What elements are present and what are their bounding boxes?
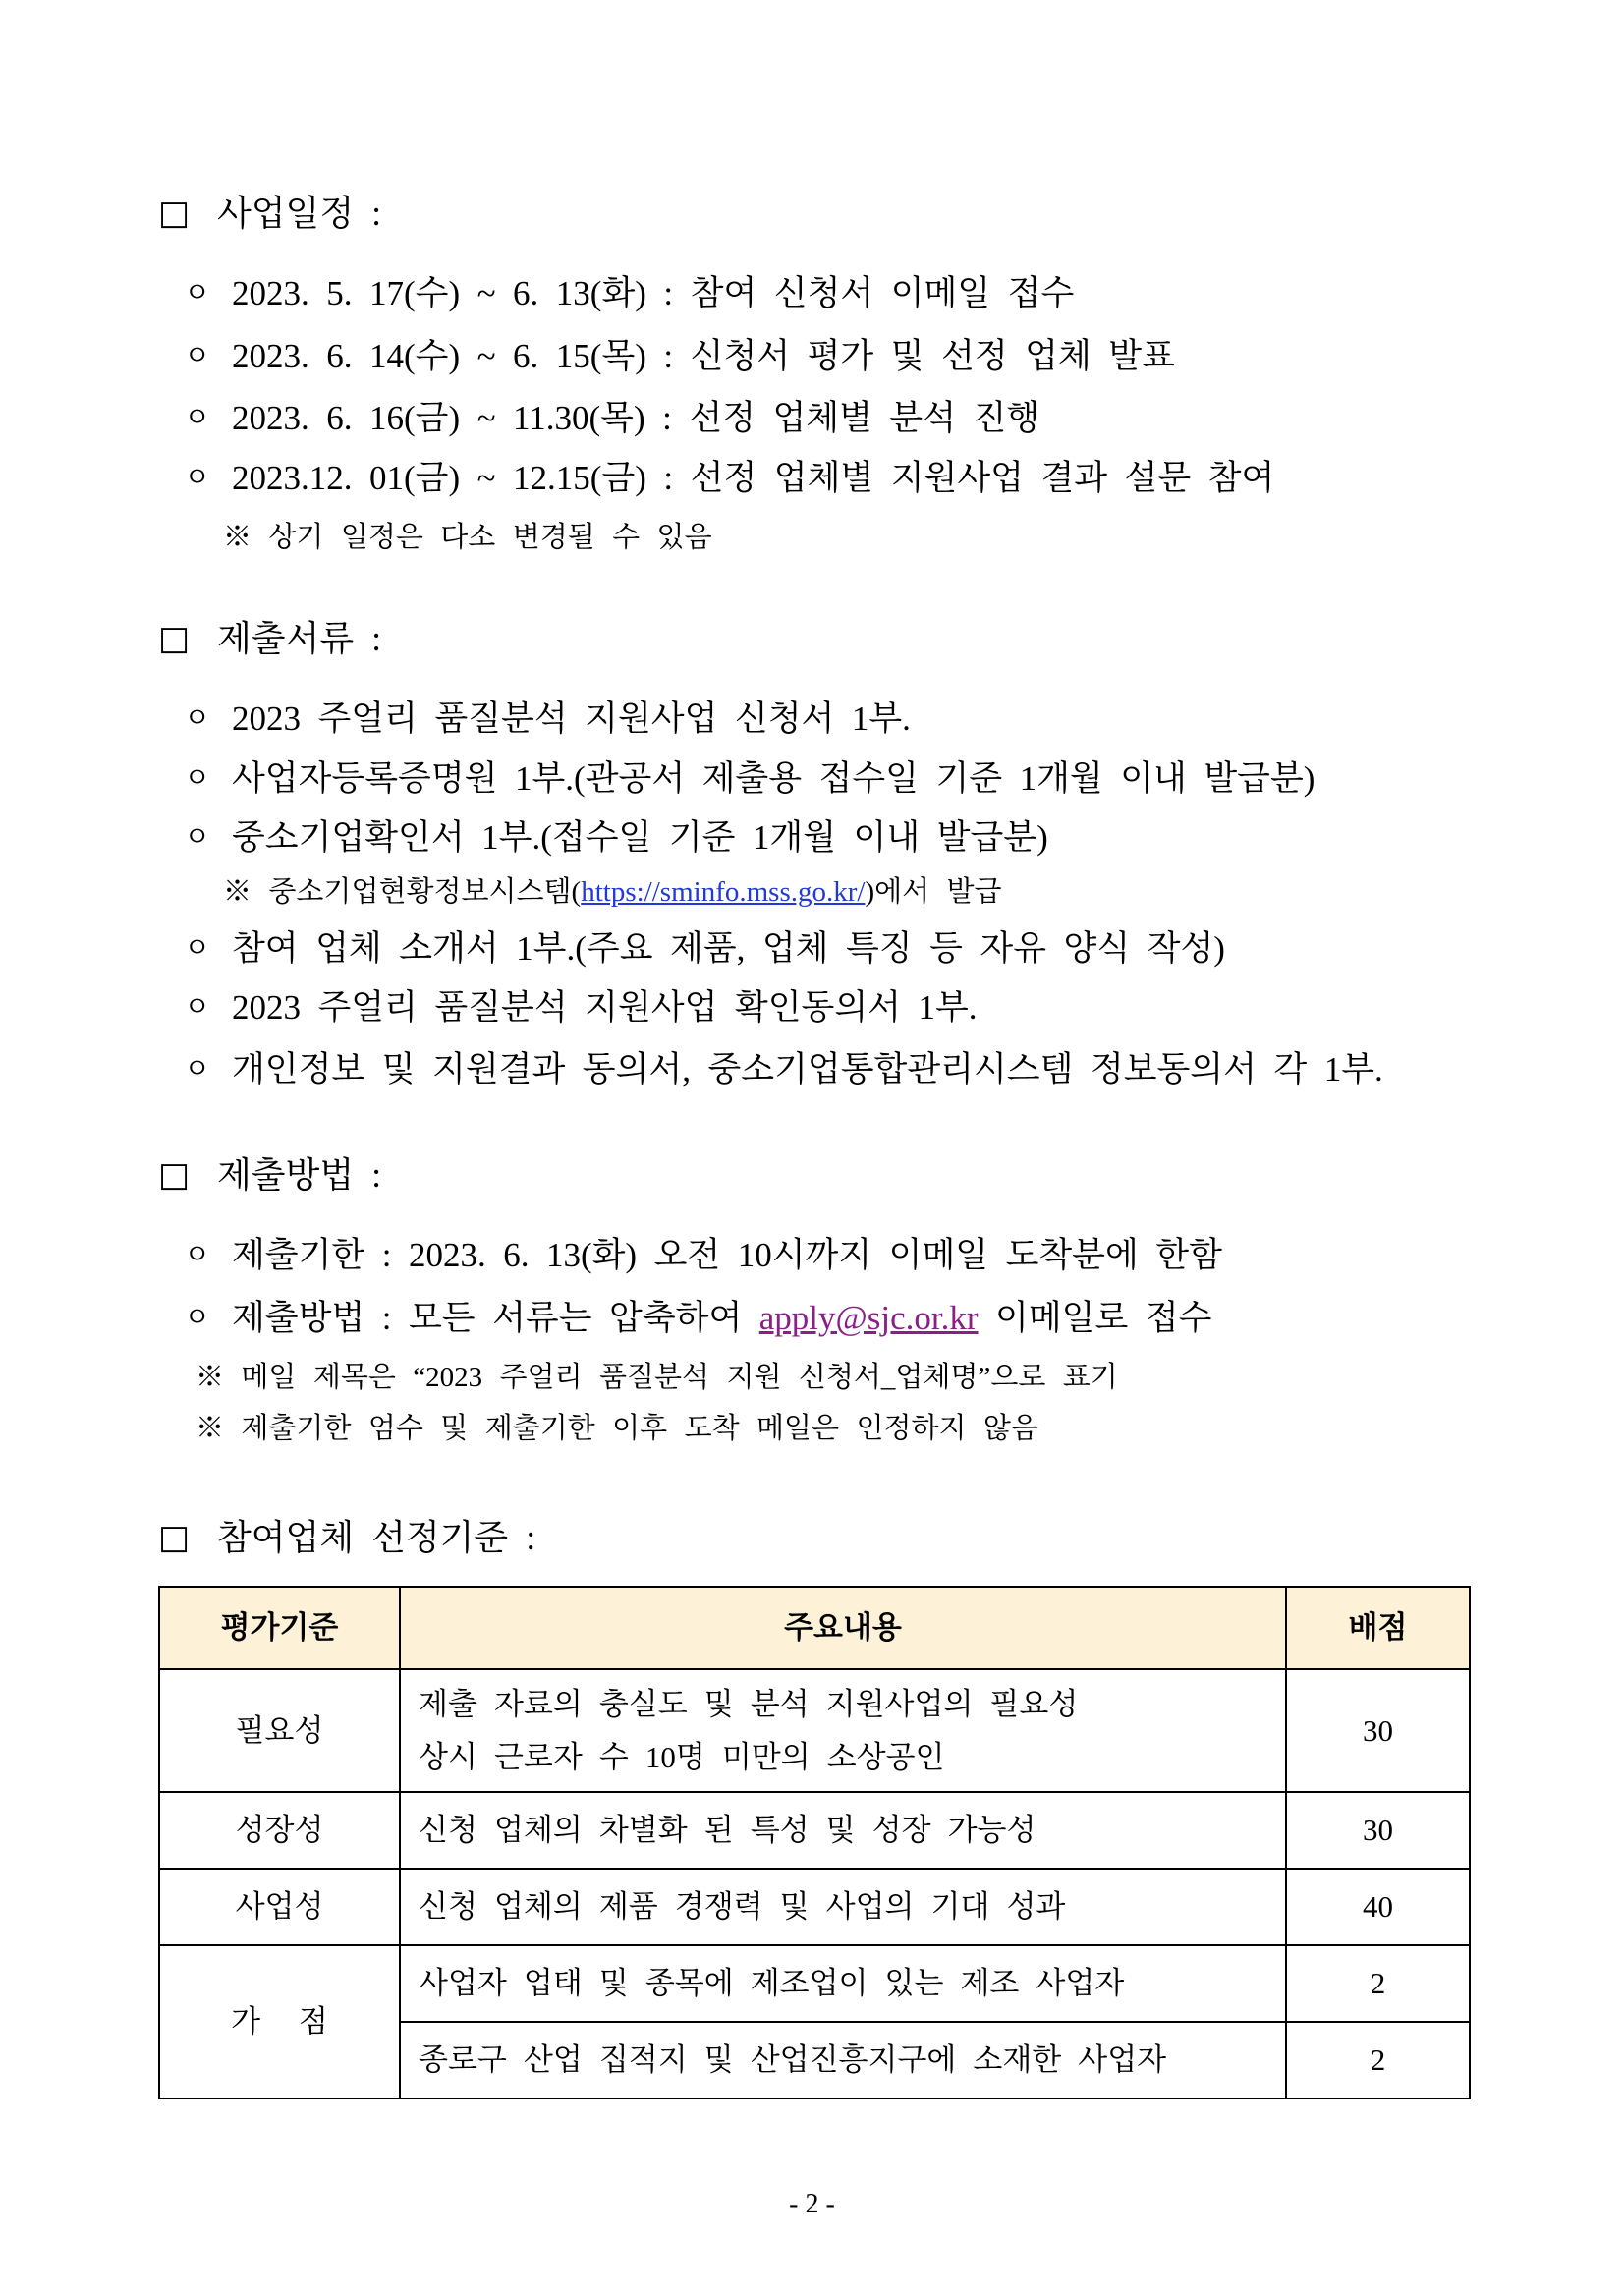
score-cell: 40	[1286, 1869, 1470, 1945]
bullet-circle-icon: ㅇ	[184, 1303, 211, 1333]
score-cell: 2	[1286, 1945, 1470, 2022]
bullet-circle-icon: ㅇ	[184, 341, 211, 371]
checkbox-square-icon: □	[158, 194, 191, 233]
method-submit-suffix: 이메일로 접수	[978, 1299, 1212, 1337]
content-cell: 신청 업체의 제품 경쟁력 및 사업의 기대 성과	[400, 1869, 1286, 1945]
method-note: ※ 제출기한 엄수 및 제출기한 이후 도착 메일은 인정하지 않음	[196, 1413, 1038, 1444]
bullet-circle-icon: ㅇ	[184, 403, 211, 433]
documents-item-text: 2023 주얼리 품질분석 지원사업 확인동의서 1부.	[232, 988, 978, 1027]
method-deadline-text: 제출기한 : 2023. 6. 13(화) 오전 10시까지 이메일 도착분에 한함	[232, 1236, 1222, 1274]
documents-note	[223, 870, 1002, 914]
documents-note-suffix: )에서 발급	[865, 876, 1002, 908]
checkbox-square-icon: □	[158, 1155, 191, 1195]
table-row	[159, 1945, 1470, 2022]
score-cell: 30	[1286, 1792, 1470, 1869]
schedule-item-text: 2023.12. 01(금) ~ 12.15(금) : 선정 업체별 지원사업 결과 설문 참여	[232, 459, 1275, 497]
documents-item-text: 사업자등록증명원 1부.(관공서 제출용 접수일 기준 1개월 이내 발급분)	[232, 759, 1316, 798]
sminfo-link[interactable]: https://sminfo.mss.go.kr/	[581, 876, 866, 908]
documents-item-text: 개인정보 및 지원결과 동의서, 중소기업통합관리시스템 정보동의서 각 1부.	[232, 1050, 1383, 1089]
table-header-row	[159, 1587, 1470, 1669]
documents-item-text: 2023 주얼리 품질분석 지원사업 신청서 1부.	[232, 700, 911, 738]
bonus-criterion-cell: 가 점	[159, 1945, 400, 2099]
table-row	[159, 1669, 1470, 1792]
criterion-cell: 성장성	[159, 1792, 400, 1869]
column-header-score: 배점	[1286, 1587, 1470, 1669]
bullet-circle-icon: ㅇ	[184, 933, 211, 964]
content-cell: 신청 업체의 차별화 된 특성 및 성장 가능성	[400, 1792, 1286, 1869]
documents-heading-text: 제출서류 :	[217, 619, 382, 658]
criterion-cell: 사업성	[159, 1869, 400, 1945]
table-row	[159, 1869, 1470, 1945]
method-submit-text	[232, 1289, 1211, 1348]
bullet-circle-icon: ㅇ	[184, 822, 211, 853]
documents-item-text: 참여 업체 소개서 1부.(주요 제품, 업체 특징 등 자유 양식 작성)	[232, 929, 1225, 968]
score-cell: 30	[1286, 1669, 1470, 1792]
score-cell: 2	[1286, 2022, 1470, 2099]
bullet-circle-icon: ㅇ	[184, 1054, 211, 1085]
content-cell	[400, 1669, 1286, 1792]
checkbox-square-icon: □	[158, 619, 191, 658]
criteria-heading-text: 참여업체 선정기준 :	[217, 1518, 536, 1557]
schedule-note: ※ 상기 일정은 다소 변경될 수 있음	[223, 522, 712, 553]
bullet-circle-icon: ㅇ	[184, 992, 211, 1023]
checkbox-square-icon: □	[158, 1518, 191, 1557]
schedule-item-text: 2023. 5. 17(수) ~ 6. 13(화) : 참여 신청서 이메일 접수	[232, 274, 1075, 312]
schedule-item-text: 2023. 6. 16(금) ~ 11.30(목) : 선정 업체별 분석 진행	[232, 399, 1040, 437]
method-submit-prefix: 제출방법 : 모든 서류는 압축하여	[232, 1299, 759, 1337]
schedule-heading-text: 사업일정 :	[217, 194, 382, 233]
bullet-circle-icon: ㅇ	[184, 1240, 211, 1270]
column-header-criterion: 평가기준	[159, 1587, 400, 1669]
page-number: - 2 -	[789, 2189, 835, 2219]
method-note: ※ 메일 제목은 “2023 주얼리 품질분석 지원 신청서_업체명”으로 표기	[196, 1362, 1118, 1393]
bullet-circle-icon: ㅇ	[184, 703, 211, 734]
table-row	[159, 1792, 1470, 1869]
content-line: 상시 근로자 수 10명 미만의 소상공인	[419, 1739, 945, 1774]
email-link[interactable]: apply@sjc.or.kr	[758, 1299, 979, 1337]
bullet-circle-icon: ㅇ	[184, 463, 211, 493]
bullet-circle-icon: ㅇ	[184, 763, 211, 794]
bullet-circle-icon: ㅇ	[184, 278, 211, 308]
column-header-content: 주요내용	[400, 1587, 1286, 1669]
documents-note-prefix: ※ 중소기업현황정보시스템(	[223, 876, 582, 908]
criteria-table	[158, 1586, 1471, 2099]
documents-item-text: 중소기업확인서 1부.(접수일 기준 1개월 이내 발급분)	[232, 818, 1048, 857]
content-line: 제출 자료의 충실도 및 분석 지원사업의 필요성	[419, 1686, 1079, 1721]
method-heading-text: 제출방법 :	[217, 1155, 382, 1195]
content-cell: 사업자 업태 및 종목에 제조업이 있는 제조 사업자	[400, 1945, 1286, 2022]
schedule-item-text: 2023. 6. 14(수) ~ 6. 15(목) : 신청서 평가 및 선정 업체 발표	[232, 337, 1175, 375]
content-cell: 종로구 산업 집적지 및 산업진흥지구에 소재한 사업자	[400, 2022, 1286, 2099]
criterion-cell: 필요성	[159, 1669, 400, 1792]
